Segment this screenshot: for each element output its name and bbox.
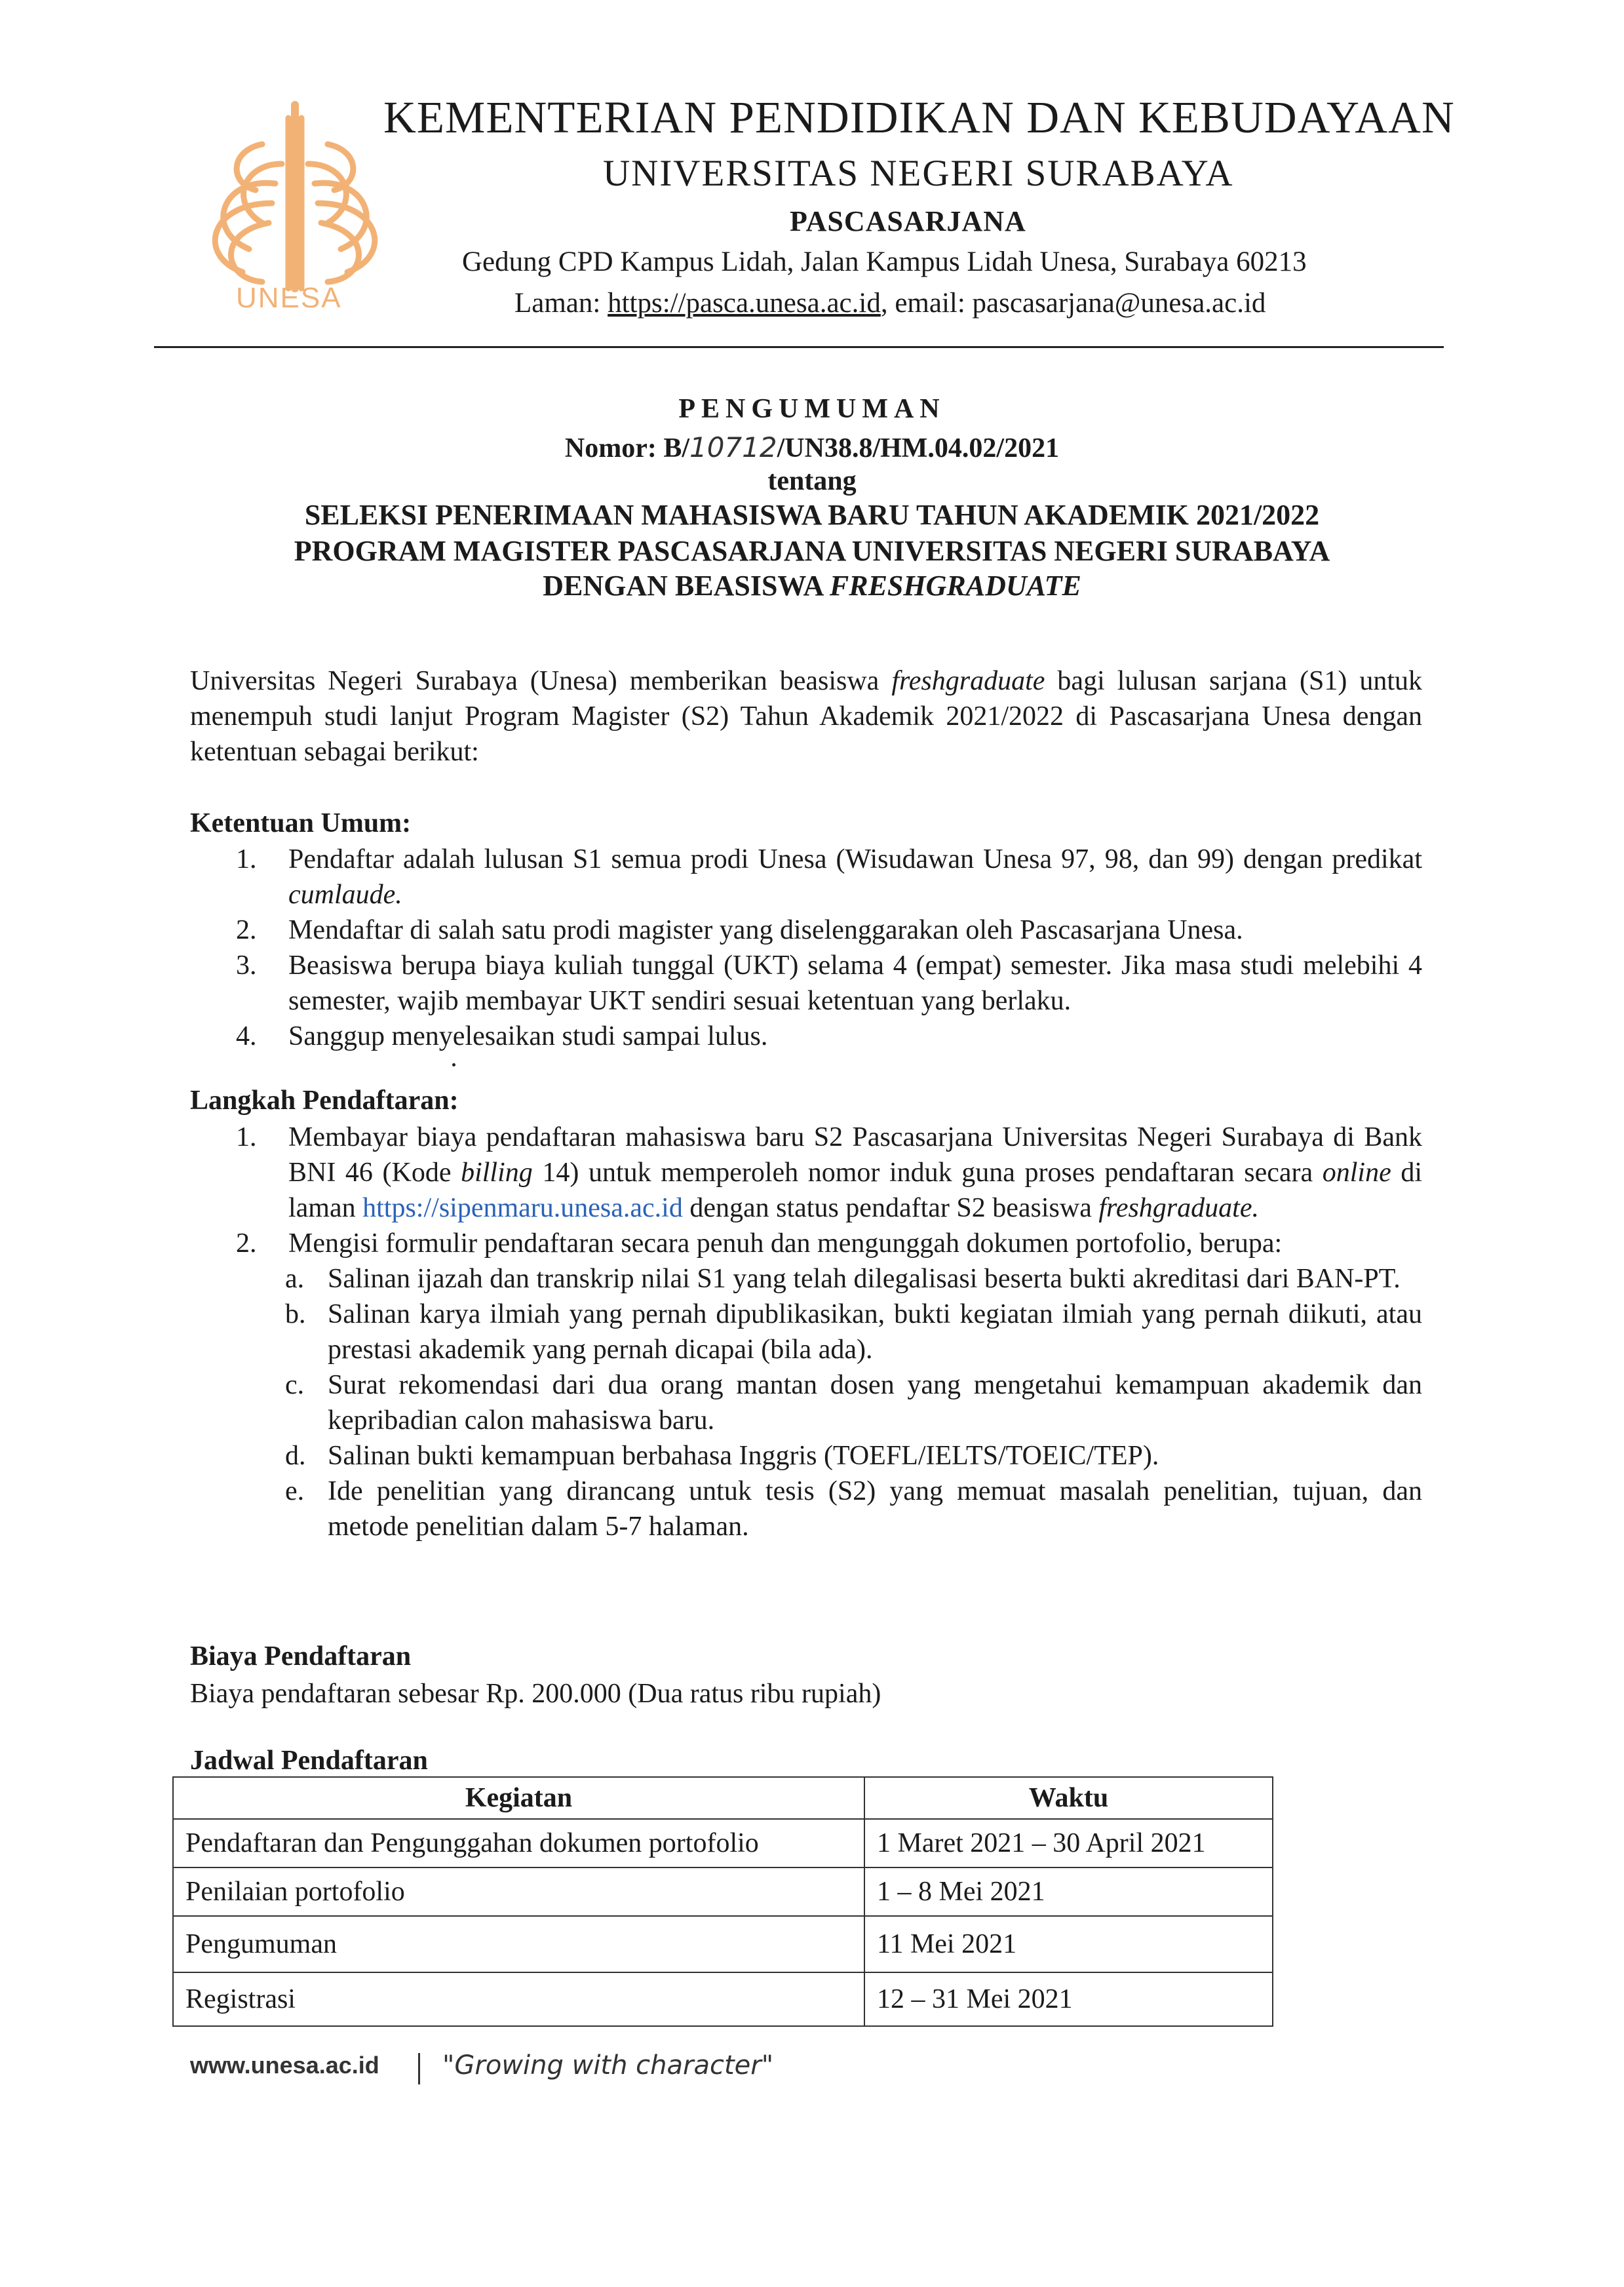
doc-number: Nomor: B/10712/UN38.8/HM.04.02/2021: [564, 431, 1060, 463]
table-row: [173, 1867, 1273, 1916]
intro-paragraph: Universitas Negeri Surabaya (Unesa) memberikan beasiswa freshgraduate bagi lulusan sarjana (S1) untuk menempuh studi lanjut Program Magister (S2) Tahun Akademik 2021/2022 di Pascasarjana Unesa dengan ketentuan sebagai berikut:: [190, 666, 1422, 767]
faculty-name: PASCASARJANA: [790, 205, 1026, 237]
biaya-heading: Biaya Pendaftaran: [190, 1641, 412, 1671]
university-name: UNIVERSITAS NEGERI SURABAYA: [603, 153, 1234, 194]
cell-kegiatan: Pendaftaran dan Pengunggahan dokumen portofolio: [173, 1819, 864, 1867]
list-item: 2. Mengisi formulir pendaftaran secara penuh dan mengunggah dokumen portofolio, berupa:: [236, 1228, 1283, 1259]
doc-subject-3: DENGAN BEASISWA FRESHGRADUATE: [543, 570, 1081, 602]
ministry-name: KEMENTERIAN PENDIDIKAN DAN KEBUDAYAAN: [383, 92, 1455, 142]
doc-subject-1: SELEKSI PENERIMAAN MAHASISWA BARU TAHUN AKADEMIK 2021/2022: [304, 499, 1320, 531]
address: Gedung CPD Kampus Lidah, Jalan Kampus Lidah Unesa, Surabaya 60213: [462, 246, 1307, 277]
logo-wordmark: UNESA: [236, 282, 342, 314]
schedule-table: [172, 1776, 1273, 2027]
contact-line: Laman: https://pasca.unesa.ac.id, email: pascasarjana@unesa.ac.id: [514, 288, 1266, 319]
sipenmaru-link[interactable]: https://sipenmaru.unesa.ac.id: [362, 1193, 683, 1223]
langkah-list: [190, 1120, 1422, 1544]
sub-item: e. Ide penelitian yang dirancang untuk tesis (S2) yang memuat masalah penelitian, tujuan, dan metode penelitian dalam 5-7 halaman.: [285, 1476, 1422, 1542]
list-item: 2. Mendaftar di salah satu prodi magister yang diselenggarakan oleh Pascasarjana Unesa.: [236, 915, 1243, 945]
doc-subject-2: PROGRAM MAGISTER PASCASARJANA UNIVERSITAS NEGERI SURABAYA: [294, 535, 1330, 567]
cell-waktu: 12 – 31 Mei 2021: [864, 1972, 1273, 2026]
table-row: [173, 1972, 1273, 2026]
email-text: , email: pascasarjana@unesa.ac.id: [880, 288, 1266, 319]
jadwal-heading: Jadwal Pendaftaran: [190, 1746, 428, 1776]
list-item: 1. Pendaftar adalah lulusan S1 semua prodi Unesa (Wisudawan Unesa 97, 98, dan 99) dengan predikat cumlaude.: [236, 844, 1422, 910]
stray-dot: [452, 1063, 455, 1066]
ketentuan-list: [190, 842, 1422, 1054]
cell-waktu: 11 Mei 2021: [864, 1916, 1273, 1972]
cell-waktu: 1 – 8 Mei 2021: [864, 1867, 1273, 1916]
list-item: 3. Beasiswa berupa biaya kuliah tunggal (UKT) selama 4 (empat) semester. Jika masa studi melebihi 4 semester, wajib membayar UKT sendiri sesuai ketentuan yang berlaku.: [236, 950, 1422, 1016]
cell-kegiatan: Pengumuman: [173, 1916, 864, 1972]
table-header-row: [173, 1777, 1273, 1819]
footer-separator: [418, 2053, 420, 2084]
table-row: [173, 1916, 1273, 1972]
langkah-heading: Langkah Pendaftaran:: [190, 1085, 459, 1116]
list-item: 4. Sanggup menyelesaikan studi sampai lulus.: [236, 1021, 768, 1051]
sub-item: b. Salinan karya ilmiah yang pernah dipublikasikan, bukti kegiatan ilmiah yang pernah diikuti, atau prestasi akademik yang pernah dicapai (bila ada).: [285, 1299, 1422, 1365]
doc-tentang: tentang: [767, 466, 857, 496]
col-kegiatan: Kegiatan: [173, 1777, 864, 1819]
list-item: 1. Membayar biaya pendaftaran mahasiswa baru S2 Pascasarjana Universitas Negeri Surabaya di Bank BNI 46 (Kode billing 14) untuk memperoleh nomor induk guna proses pendaftaran secara online di laman https://sipenmaru.unesa.ac.id dengan status pendaftar S2 beasiswa freshgraduate.: [236, 1122, 1423, 1223]
sub-item: c. Surat rekomendasi dari dua orang mantan dosen yang mengetahui kemampuan akademik dan kepribadian calon mahasiswa baru.: [285, 1370, 1422, 1436]
website-link[interactable]: https://pasca.unesa.ac.id: [608, 288, 881, 319]
handwritten-number: 10712: [689, 431, 777, 463]
sub-item: d. Salinan bukti kemampuan berbahasa Inggris (TOEFL/IELTS/TOEIC/TEP).: [285, 1441, 1159, 1471]
biaya-text: Biaya pendaftaran sebesar Rp. 200.000 (Dua ratus ribu rupiah): [190, 1679, 881, 1709]
cell-waktu: 1 Maret 2021 – 30 April 2021: [864, 1819, 1273, 1867]
cell-kegiatan: Registrasi: [173, 1972, 864, 2026]
ketentuan-heading: Ketentuan Umum:: [190, 808, 412, 838]
doc-heading: PENGUMUMAN: [678, 394, 946, 424]
col-waktu: Waktu: [864, 1777, 1273, 1819]
footer-tagline: "Growing with character": [442, 2050, 774, 2081]
table-row: [173, 1819, 1273, 1867]
footer-url[interactable]: www.unesa.ac.id: [190, 2052, 379, 2079]
cell-kegiatan: Penilaian portofolio: [173, 1867, 864, 1916]
header-divider: [154, 346, 1444, 348]
sub-item: a. Salinan ijazah dan transkrip nilai S1 yang telah dilegalisasi beserta bukti akreditasi dari BAN-PT.: [285, 1264, 1401, 1294]
